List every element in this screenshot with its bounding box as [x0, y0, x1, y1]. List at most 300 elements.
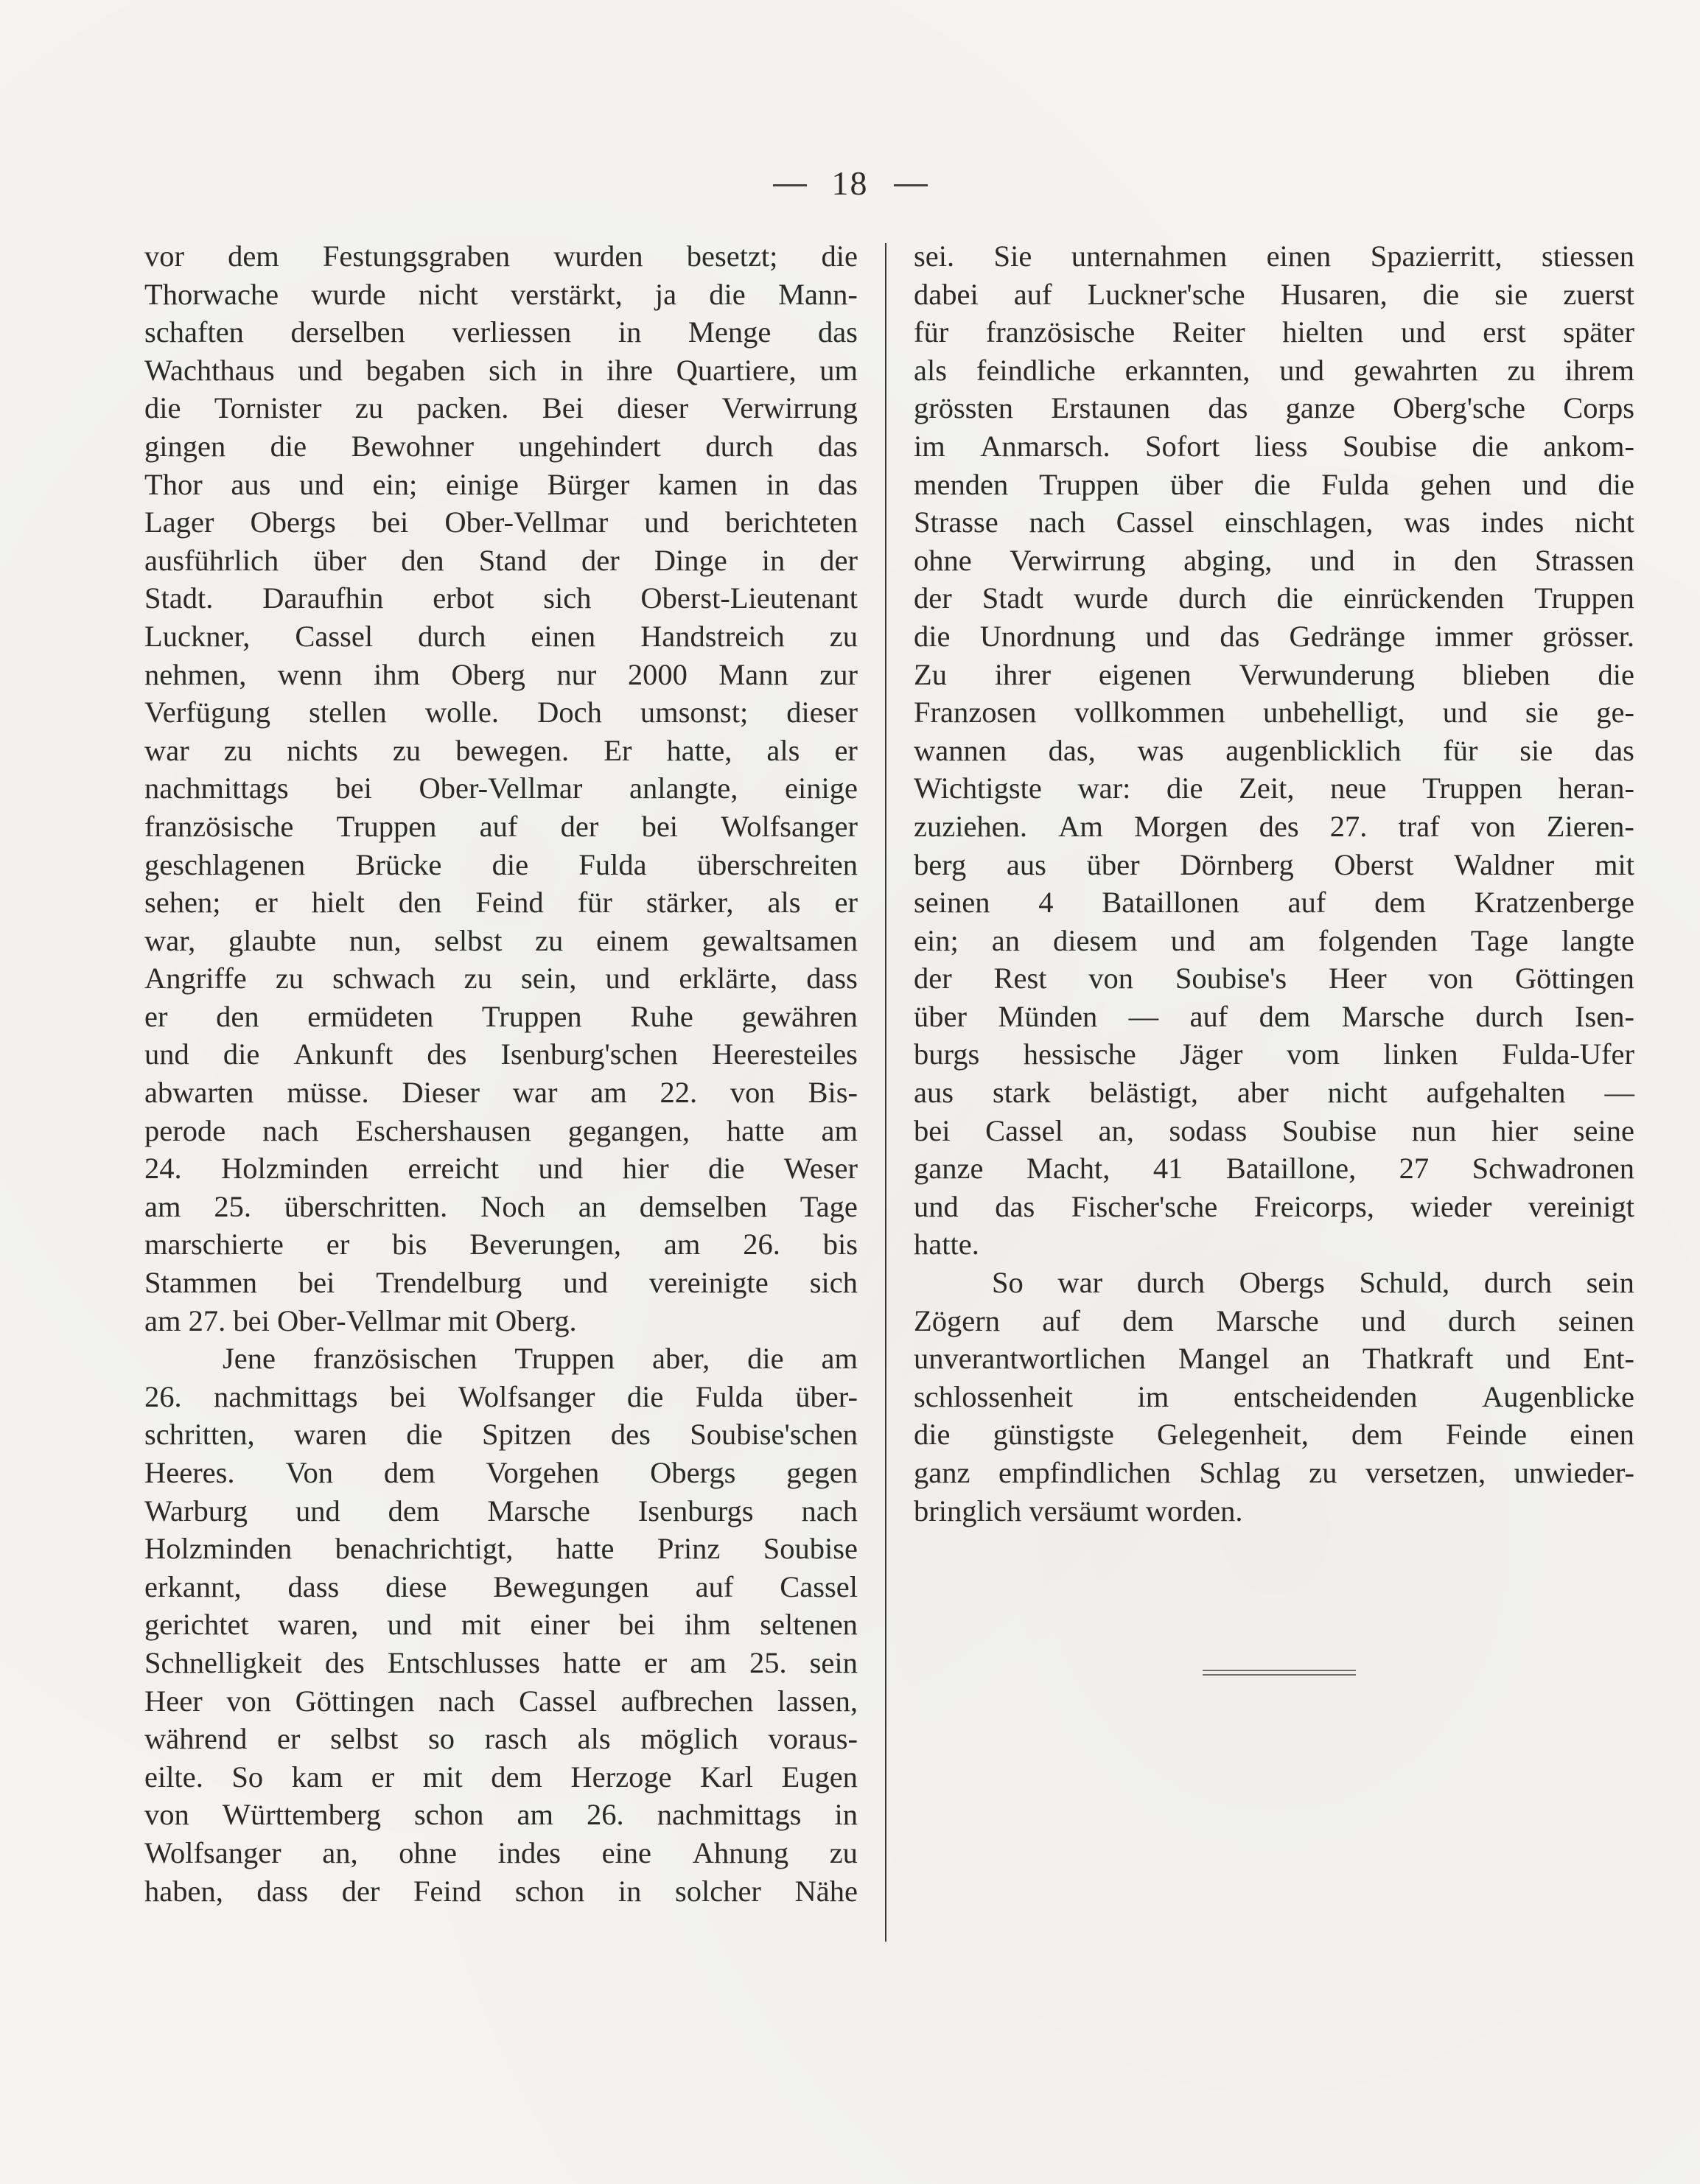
- text-line: [914, 237, 1634, 276]
- word: schritten,: [144, 1418, 255, 1452]
- word: benachrichtigt,: [335, 1532, 514, 1566]
- word: stärker,: [646, 886, 734, 920]
- word: wenn: [277, 657, 343, 691]
- word: aufbrechen: [620, 1684, 754, 1718]
- word: auf: [1189, 999, 1228, 1033]
- word: Corps: [1563, 391, 1634, 425]
- word: bei: [298, 1266, 335, 1300]
- word: erkannten,: [1124, 353, 1250, 387]
- word: Zögern: [914, 1303, 1000, 1337]
- text-line: [144, 1225, 858, 1264]
- word: und: [298, 353, 343, 387]
- word: waren,: [278, 1608, 359, 1642]
- word: Cassel: [780, 1569, 858, 1603]
- text-line: [914, 313, 1634, 351]
- word: hier: [1491, 1113, 1539, 1147]
- word: Kratzenberge: [1474, 886, 1634, 920]
- word: Reiter: [1172, 315, 1245, 349]
- word: was: [1404, 505, 1451, 539]
- word: nach: [1029, 505, 1085, 539]
- word: Sofort: [1144, 429, 1220, 463]
- word: langte: [1561, 923, 1634, 957]
- word: Bis-: [808, 1076, 858, 1110]
- word: Heer: [1328, 962, 1387, 995]
- word: das: [1220, 619, 1260, 653]
- word: vom: [1286, 1037, 1340, 1071]
- word: glaubte: [228, 923, 317, 957]
- word: und: [1309, 543, 1355, 577]
- word: über: [313, 543, 367, 577]
- word: Schlag: [1199, 1456, 1281, 1489]
- text-line: [914, 1302, 1634, 1340]
- word: den: [401, 543, 444, 577]
- word: solcher: [674, 1874, 761, 1908]
- word: dieser: [786, 696, 858, 729]
- word: war:: [1077, 771, 1131, 805]
- word: augenblicklich: [1225, 733, 1402, 767]
- word: Freicorps,: [1253, 1189, 1374, 1223]
- word: Weser: [783, 1152, 858, 1186]
- word: seltenen: [760, 1608, 858, 1642]
- word: sein: [809, 1645, 858, 1679]
- word: als: [767, 886, 801, 920]
- word: erklärte,: [679, 962, 778, 995]
- word: am: [821, 1342, 858, 1376]
- word: sie: [1525, 696, 1559, 729]
- word: —: [1604, 1076, 1634, 1110]
- word: die: [914, 1418, 951, 1452]
- word: nach: [801, 1494, 858, 1527]
- word: er: [144, 999, 168, 1033]
- word: ohne: [914, 543, 972, 577]
- word: 24.: [144, 1152, 182, 1186]
- word: Fulda: [1321, 467, 1390, 501]
- text-line: [144, 1035, 858, 1074]
- word: verliessen: [452, 315, 572, 349]
- text-line: [144, 693, 858, 732]
- word: er: [643, 1645, 668, 1679]
- word: einige: [785, 771, 858, 805]
- word: Verwirrung: [1010, 543, 1146, 577]
- page-number: 18: [831, 164, 869, 202]
- word: die: [626, 1379, 664, 1413]
- word: nun,: [349, 923, 402, 957]
- word: Trendelburg: [376, 1266, 522, 1300]
- text-line: [144, 276, 858, 314]
- word: burgs: [914, 1037, 980, 1071]
- word: ein;: [914, 923, 959, 957]
- word: Ent-: [1583, 1342, 1634, 1376]
- word: dem: [1122, 1303, 1174, 1337]
- word: Noch: [480, 1189, 545, 1223]
- word: Soubise'schen: [690, 1418, 858, 1452]
- word: gerichtet: [144, 1608, 249, 1642]
- word: Holzminden: [144, 1532, 293, 1566]
- word: nur: [556, 657, 597, 691]
- word: schwach: [332, 962, 436, 995]
- word: mit: [461, 1608, 501, 1642]
- word: diese: [385, 1569, 447, 1603]
- word: die: [1276, 581, 1313, 615]
- word: selbst: [434, 923, 503, 957]
- word: dem: [491, 1760, 542, 1793]
- word: traf: [1398, 809, 1440, 843]
- word: der: [341, 1874, 380, 1908]
- word: Rest: [993, 962, 1047, 995]
- word: Marsche: [1216, 1303, 1319, 1337]
- word: von: [1428, 962, 1474, 995]
- text-line: [144, 808, 858, 846]
- word: wurde: [311, 277, 386, 311]
- word: über: [1169, 467, 1223, 501]
- word: der: [914, 962, 952, 995]
- word: Feind: [475, 886, 544, 920]
- word: und: [387, 1608, 433, 1642]
- word: französischen: [312, 1342, 478, 1376]
- word: dass: [806, 962, 858, 995]
- word: um: [819, 353, 858, 387]
- word: und: [605, 962, 651, 995]
- word: haben,: [144, 1874, 223, 1908]
- word: ihrem: [1564, 353, 1634, 387]
- word: die: [144, 391, 181, 425]
- word: nachmittags: [657, 1798, 802, 1832]
- word: gewahrten: [1353, 353, 1478, 387]
- word: ankom-: [1543, 429, 1634, 463]
- text-line: [914, 1035, 1634, 1074]
- word: zu: [829, 1835, 858, 1869]
- word: 25.: [214, 1189, 251, 1223]
- word: die: [270, 429, 307, 463]
- word: günstigste: [993, 1418, 1114, 1452]
- word: über: [914, 999, 967, 1033]
- word: Von: [285, 1456, 333, 1489]
- word: Cassel: [519, 1684, 597, 1718]
- word: Jäger: [1180, 1037, 1243, 1071]
- word: durch: [418, 619, 486, 653]
- word: schaften: [144, 315, 244, 349]
- word: die: [492, 847, 529, 881]
- word: Thorwache: [144, 277, 279, 311]
- word: unbehelligt,: [1262, 696, 1405, 729]
- word: voraus-: [768, 1722, 858, 1756]
- word: Mann-: [777, 277, 858, 311]
- word: dem: [388, 1494, 440, 1527]
- word: Strassen: [1534, 543, 1634, 577]
- word: neue: [1330, 771, 1387, 805]
- word: Truppen: [514, 1342, 615, 1376]
- word: ungehindert: [518, 429, 661, 463]
- word: kam: [291, 1760, 343, 1793]
- word: die: [406, 1418, 443, 1452]
- word: von: [144, 1798, 189, 1832]
- word: einige: [445, 467, 519, 501]
- text-line: hatte.: [914, 1228, 979, 1261]
- word: Quartiere,: [676, 353, 797, 387]
- text-line: [144, 1530, 858, 1568]
- left-text-column: [144, 237, 858, 1910]
- word: Zu: [914, 657, 947, 691]
- word: und: [1400, 315, 1446, 349]
- word: Bei: [542, 391, 584, 425]
- word: als: [577, 1722, 611, 1756]
- word: —: [1128, 999, 1159, 1033]
- word: verstärkt,: [510, 277, 623, 311]
- word: zu: [535, 923, 564, 957]
- word: was: [1137, 733, 1184, 767]
- word: So: [992, 1266, 1024, 1300]
- word: Spazierritt,: [1370, 239, 1503, 273]
- word: nicht: [1574, 505, 1634, 539]
- text-line: [914, 1454, 1634, 1492]
- word: einem: [595, 923, 669, 957]
- text-line: [144, 1264, 858, 1302]
- word: auf: [1013, 277, 1052, 311]
- word: er: [326, 1228, 350, 1261]
- word: zu: [275, 962, 304, 995]
- word: erst: [1483, 315, 1526, 349]
- word: an: [991, 923, 1020, 957]
- word: ge-: [1596, 696, 1634, 729]
- word: die: [709, 277, 746, 311]
- word: am: [821, 1113, 858, 1147]
- word: und: [1522, 467, 1567, 501]
- word: nehmen,: [144, 657, 247, 691]
- word: 27.: [1329, 809, 1368, 843]
- word: vereinigte: [648, 1266, 769, 1300]
- text-line: [914, 579, 1634, 617]
- word: Herzoge: [570, 1760, 672, 1793]
- word: grösser.: [1542, 619, 1634, 653]
- word: lassen,: [777, 1684, 858, 1718]
- word: an,: [322, 1835, 358, 1869]
- word: 41: [1152, 1152, 1183, 1186]
- word: im: [914, 429, 945, 463]
- word: die: [1253, 467, 1291, 501]
- word: einschlagen,: [1225, 505, 1374, 539]
- text-line: [144, 732, 858, 770]
- word: Brücke: [355, 847, 442, 881]
- word: Bataillone,: [1225, 1152, 1357, 1186]
- text-line: [914, 732, 1634, 770]
- word: einer: [530, 1608, 590, 1642]
- word: Handstreich: [640, 619, 785, 653]
- word: marschierte: [144, 1228, 284, 1261]
- word: zuziehen.: [914, 809, 1028, 843]
- word: und: [299, 467, 344, 501]
- word: Karl: [700, 1760, 753, 1793]
- word: Württemberg: [222, 1798, 381, 1832]
- word: aus: [914, 1076, 954, 1110]
- word: grössten: [914, 391, 1013, 425]
- word: Verwirrung: [721, 391, 858, 425]
- word: demselben: [639, 1189, 767, 1223]
- word: ihrer: [994, 657, 1052, 691]
- word: Fischer'sche: [1071, 1189, 1218, 1223]
- word: Fulda: [695, 1379, 763, 1413]
- word: Bewohner: [351, 429, 475, 463]
- word: Wolfsanger: [458, 1379, 595, 1413]
- text-line: [914, 542, 1634, 580]
- word: sei.: [914, 239, 955, 273]
- word: auf: [479, 809, 518, 843]
- word: für: [914, 315, 949, 349]
- word: Verwunderung: [1239, 657, 1415, 691]
- text-line: [914, 1340, 1634, 1378]
- word: nicht: [418, 277, 478, 311]
- word: blieben: [1462, 657, 1550, 691]
- word: im: [1137, 1379, 1169, 1413]
- text-line: [914, 693, 1634, 732]
- text-line: bringlich versäumt worden.: [914, 1494, 1243, 1527]
- text-line: [914, 846, 1634, 884]
- word: die: [223, 1037, 260, 1071]
- word: Warburg: [144, 1494, 248, 1527]
- word: wannen: [914, 733, 1007, 767]
- word: wieder: [1410, 1189, 1492, 1223]
- word: am: [590, 1076, 627, 1110]
- word: Schwadronen: [1472, 1152, 1634, 1186]
- word: hielt: [311, 886, 365, 920]
- word: bei: [371, 505, 409, 539]
- word: schon: [414, 1798, 484, 1832]
- word: einrückenden: [1343, 581, 1505, 615]
- word: seinen: [914, 886, 990, 920]
- word: durch: [1475, 999, 1544, 1033]
- word: 27: [1399, 1152, 1430, 1186]
- word: wolle.: [424, 696, 499, 729]
- word: und: [538, 1152, 584, 1186]
- word: Obergs: [650, 1456, 736, 1489]
- word: der: [914, 581, 952, 615]
- text-line: [144, 1415, 858, 1454]
- word: durch: [1136, 1266, 1205, 1300]
- text-line: [914, 389, 1634, 427]
- text-line: [144, 389, 858, 427]
- word: Oberg: [451, 657, 525, 691]
- word: Holzminden: [220, 1152, 369, 1186]
- word: war: [512, 1076, 558, 1110]
- word: und: [563, 1266, 608, 1300]
- word: Obergs: [250, 505, 336, 539]
- text-line: [144, 427, 858, 466]
- word: Heeresteiles: [712, 1037, 858, 1071]
- word: während: [144, 1722, 248, 1756]
- word: entscheidenden: [1233, 1379, 1418, 1413]
- word: Sie: [993, 239, 1032, 273]
- word: Ober-Vellmar: [444, 505, 609, 539]
- column-divider: [885, 243, 886, 1942]
- word: zu: [223, 733, 252, 767]
- word: nichts: [287, 733, 358, 767]
- text-line: [144, 1834, 858, 1872]
- word: des: [610, 1418, 651, 1452]
- word: und: [1170, 923, 1216, 957]
- word: 22.: [660, 1076, 698, 1110]
- word: Ober-Vellmar: [419, 771, 583, 805]
- word: eilte.: [144, 1760, 203, 1793]
- word: hatte: [563, 1645, 621, 1679]
- word: Wichtigste: [914, 771, 1042, 805]
- word: Beverungen,: [469, 1228, 622, 1261]
- word: der: [819, 543, 858, 577]
- word: der: [560, 809, 599, 843]
- word: möglich: [640, 1722, 738, 1756]
- word: eine: [601, 1835, 652, 1869]
- word: versetzen,: [1365, 1456, 1486, 1489]
- word: von: [730, 1076, 775, 1110]
- word: nachmittags: [144, 771, 289, 805]
- text-line: [144, 1112, 858, 1150]
- word: Verfügung: [144, 696, 270, 729]
- word: auf: [1287, 886, 1326, 920]
- text-line: [144, 1796, 858, 1834]
- word: menden: [914, 467, 1009, 501]
- text-line: [144, 1644, 858, 1682]
- word: in: [834, 1798, 858, 1832]
- word: Truppen: [481, 999, 582, 1033]
- word: dem: [228, 239, 279, 273]
- word: ihm: [373, 657, 420, 691]
- text-line: [144, 503, 858, 542]
- text-line: [144, 1149, 858, 1188]
- word: am: [690, 1645, 727, 1679]
- text-line: [144, 1606, 858, 1644]
- word: am: [144, 1189, 181, 1223]
- word: Bataillonen: [1102, 886, 1239, 920]
- word: ausführlich: [144, 543, 279, 577]
- word: perode: [144, 1113, 226, 1147]
- text-line: [914, 1378, 1634, 1416]
- word: der: [581, 543, 620, 577]
- word: Nähe: [794, 1874, 858, 1908]
- word: Truppen: [1039, 467, 1139, 501]
- word: und: [1442, 696, 1488, 729]
- text-line: [914, 1188, 1634, 1226]
- word: indes: [497, 1835, 561, 1869]
- word: in: [618, 315, 642, 349]
- word: durch: [1448, 1303, 1517, 1337]
- word: Ruhe: [630, 999, 693, 1033]
- word: gegen: [786, 1456, 858, 1489]
- word: er: [254, 886, 278, 920]
- word: des: [324, 1645, 365, 1679]
- word: Oberst: [1334, 847, 1414, 881]
- word: in: [766, 467, 790, 501]
- text-line: [914, 998, 1634, 1036]
- word: ein;: [372, 467, 418, 501]
- word: aber: [1237, 1076, 1289, 1110]
- word: indes: [1480, 505, 1545, 539]
- word: Cassel: [985, 1113, 1063, 1147]
- word: eigenen: [1098, 657, 1192, 691]
- word: die: [821, 239, 858, 273]
- text-line: am 27. bei Ober-Vellmar mit Oberg.: [144, 1303, 577, 1337]
- word: Am: [1058, 809, 1103, 843]
- word: Strasse: [914, 505, 998, 539]
- word: belästigt,: [1089, 1076, 1199, 1110]
- word: 4: [1038, 886, 1054, 920]
- word: bei: [914, 1113, 951, 1147]
- word: Cassel: [295, 619, 374, 653]
- word: wurden: [553, 239, 643, 273]
- word: mit: [1594, 847, 1634, 881]
- word: Wolfsanger: [144, 1835, 281, 1869]
- word: ermüdeten: [307, 999, 434, 1033]
- word: von: [1088, 962, 1134, 995]
- word: Vorgehen: [486, 1456, 600, 1489]
- word: ganze: [1285, 391, 1356, 425]
